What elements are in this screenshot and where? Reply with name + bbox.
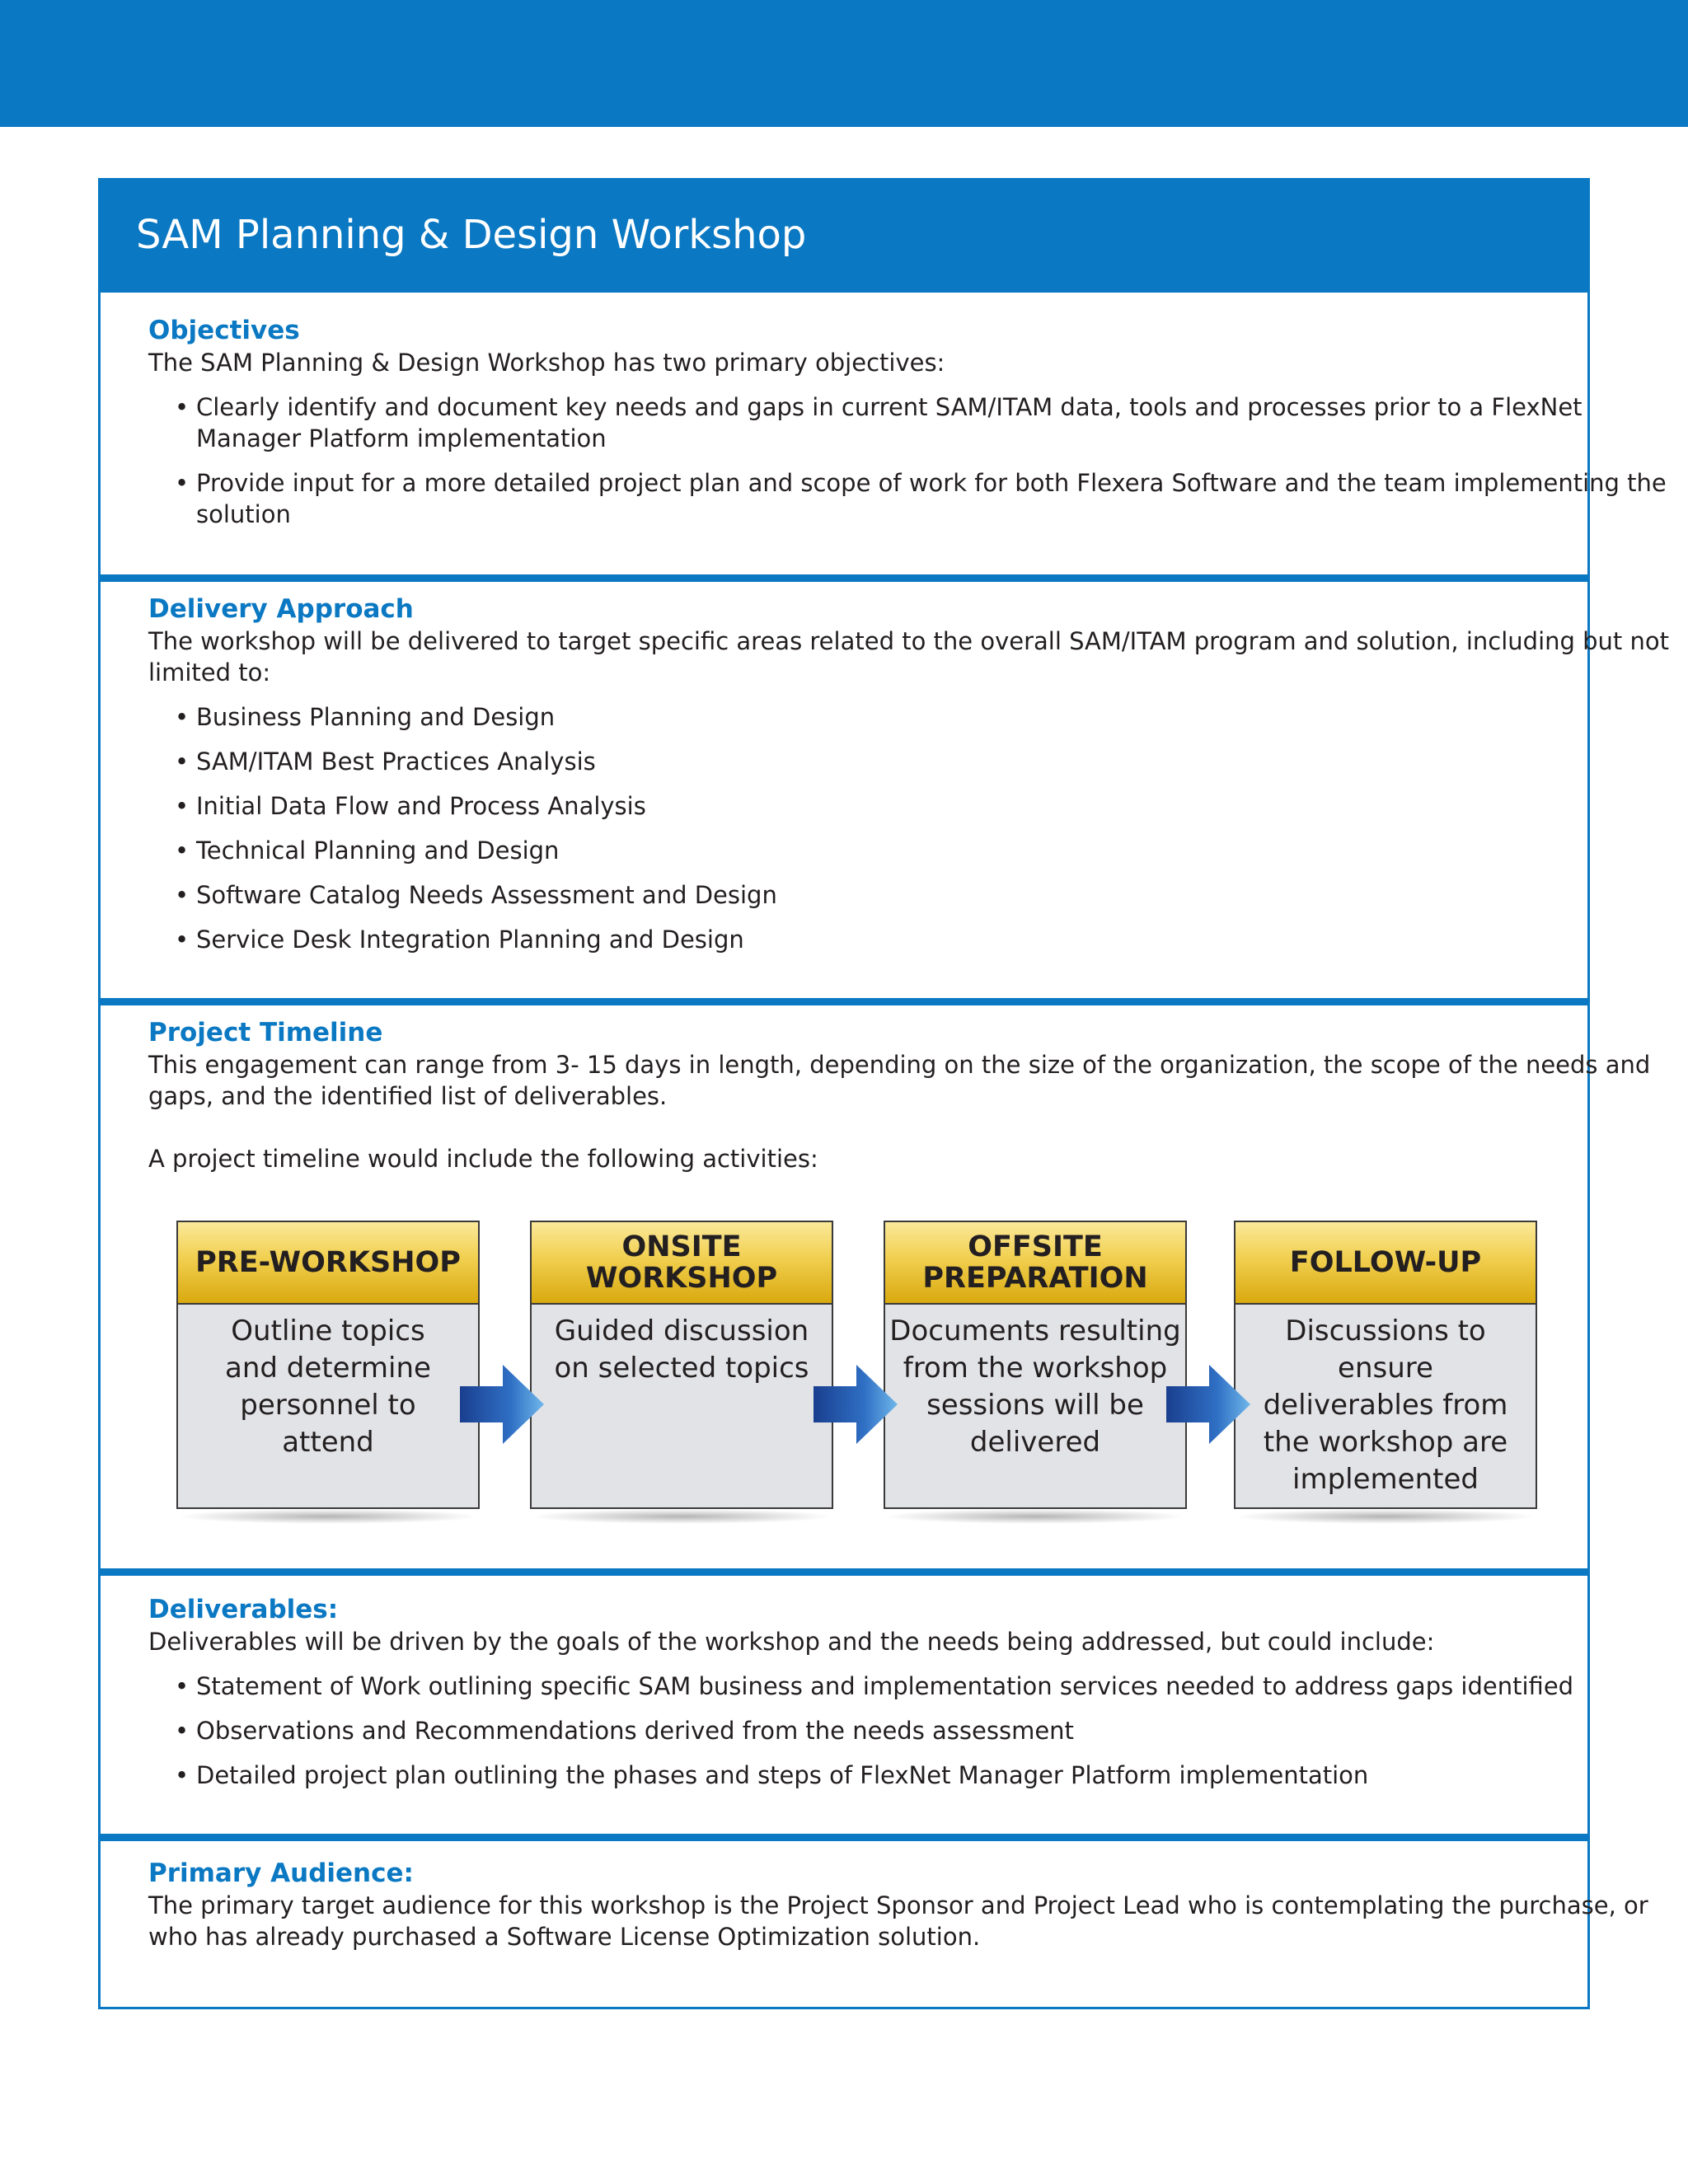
step-header: ONSITE WORKSHOP [532,1222,832,1305]
bullet-icon: • [175,748,190,776]
deliverables-intro: Deliverables will be driven by the goals of the workshop and the needs being addressed, but could include: [148,1628,1435,1656]
audience-text-cont: who has already purchased a Software License Optimization solution. [148,1923,981,1951]
bullet-icon: • [175,469,190,497]
step-body: Outline topics and determine personnel to attend [225,1315,431,1459]
step-body: Guided discussion on selected topics [554,1315,809,1385]
box-shadow [530,1509,833,1524]
bullet-icon: • [175,1672,190,1700]
timeline-heading: Project Timeline [148,1018,383,1047]
step-header: OFFSITE PREPARATION [885,1222,1185,1305]
timeline-step-pre-workshop [176,1221,480,1509]
arrow-right-icon [460,1363,546,1446]
timeline-step-onsite-workshop [530,1221,833,1509]
workshop-panel: SAM Planning & Design Workshop Objectives The SAM Planning & Design Workshop has two primary objectives: • Clearly identify and document key needs and gaps in current SAM/ITAM data, tools and processes prior to a FlexNet Manager Platform implementation • Provide input for a more detailed project plan and scope of work for both Flexera Software and the team implementing the solution Delivery Approach The workshop will be delivered to target specific areas related to the overall SAM/ITAM program and solution, including but not limited to: • Business Planning and Design • SAM/ITAM Best Practices Analysis • Initial Data Flow and Process Analysis • Technical Planning and Design • Software Catalog Needs Assessment and Design • Service Desk Integration Planning and Design Project Timeline This engagement can range from 3- 15 days in length, depending on the size of the organization, the scope of the needs and gaps, and the identified list of deliverables. A project timeline would include the following activities: PRE-WORKSHOP Outline topics and determine personnel to attend ONSITE WORKSHOP Guided discussion on selected topics OFFSITE PREPARATION Documents resulting from the workshop sessions will be delivered FOLLOW-UP Discussions to ensure deliverables from the workshop are implemented Deliverables: Deliverables will be driven by the goals of the workshop and the needs being addressed, but could include: • Statement of Work outlining specific SAM business and implementation services needed to address gaps identified • Observations and Recommendations derived from the needs assessment • Detailed project plan outlining the phases and steps of FlexNet Manager Platform implementation Primary Audience: The primary target audience for this workshop is the Project Sponsor and Project Lead who is contemplating the purchase, or who has already purchased a Software License Optimization solution. [98,178,1590,2009]
section-divider [101,1568,1587,1576]
step-body: Documents resulting from the workshop sessions will be delivered [889,1315,1181,1459]
step-header: FOLLOW-UP [1236,1222,1536,1305]
bullet-icon: • [175,1717,190,1745]
objectives-intro: The SAM Planning & Design Workshop has two primary objectives: [148,349,945,377]
bullet-icon: • [175,1761,190,1789]
box-shadow [1234,1509,1537,1524]
page-title: SAM Planning & Design Workshop [136,212,807,258]
timeline-step-offsite-preparation [884,1221,1187,1509]
bullet-icon: • [175,926,190,954]
section-divider [101,1834,1587,1841]
arrow-right-icon [1166,1363,1252,1446]
bullet-icon: • [175,703,190,731]
arrow-right-icon [814,1363,899,1446]
deliverables-heading: Deliverables: [148,1595,339,1624]
step-body: Discussions to ensure deliverables from the workshop are implemented [1263,1315,1508,1496]
delivery-heading: Delivery Approach [148,594,414,624]
top-band [0,0,1688,127]
audience-heading: Primary Audience: [148,1858,414,1888]
timeline-intro-cont: gaps, and the identified list of deliverables. [148,1082,668,1110]
box-shadow [884,1509,1187,1524]
timeline-step-follow-up [1234,1221,1537,1509]
section-divider [101,574,1587,582]
timeline-intro2: A project timeline would include the following activities: [148,1145,818,1173]
bullet-icon: • [175,837,190,865]
panel-header [101,180,1587,293]
delivery-intro-cont: limited to: [148,658,271,687]
bullet-icon: • [175,792,190,820]
bullet-icon: • [175,881,190,909]
bullet-icon: • [175,393,190,421]
box-shadow [176,1509,480,1524]
step-header: PRE-WORKSHOP [178,1222,478,1305]
delivery-intro: The workshop will be delivered to target specific areas related to the overall SAM/ITAM program and solution, including but not [148,627,1669,655]
timeline-intro: This engagement can range from 3- 15 days in length, depending on the size of the organization, the scope of the needs and [148,1051,1651,1079]
audience-text: The primary target audience for this workshop is the Project Sponsor and Project Lead who is contemplating the purchase, or [148,1891,1648,1919]
objectives-heading: Objectives [148,316,300,345]
section-divider [101,998,1587,1005]
